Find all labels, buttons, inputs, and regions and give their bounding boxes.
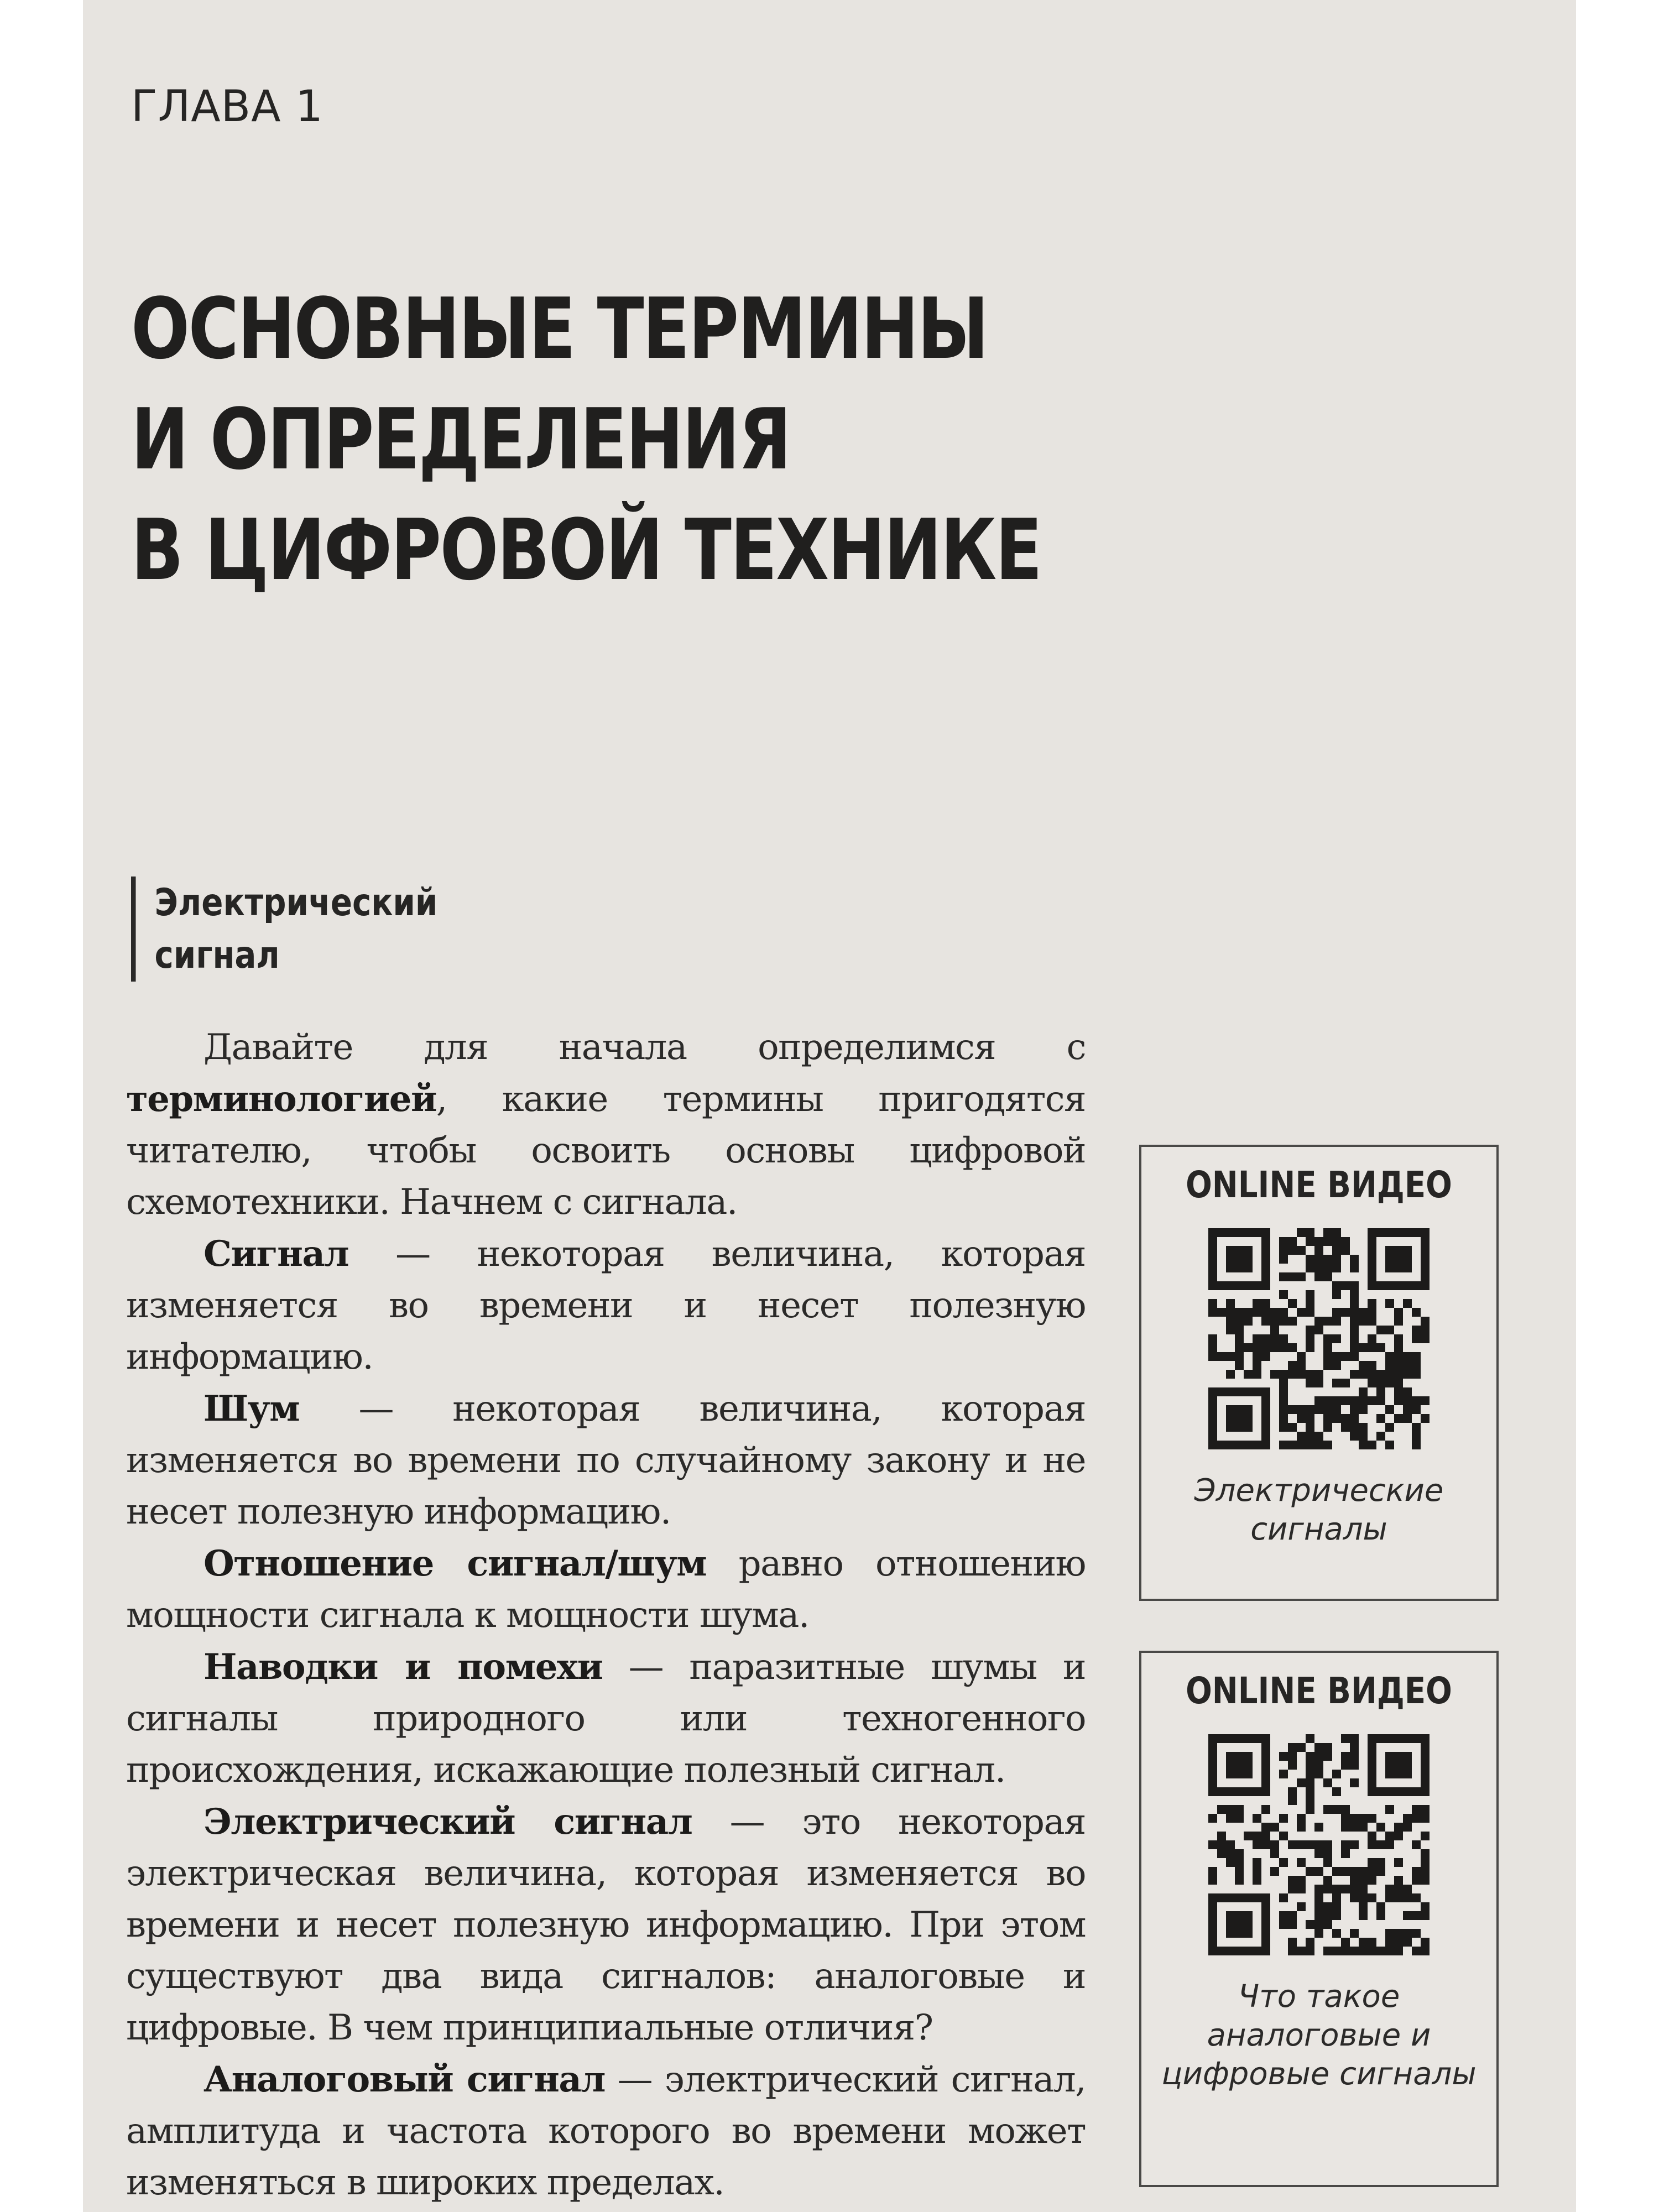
definition-interference: [126, 1641, 1086, 1796]
definition-text: — это некоторая электрическая величина, которая изменяется во времени и несет полезную информацию. При этом существуют два вида сигналов: аналоговые и цифровые. В чем принципиальные отличия?: [126, 1802, 1086, 2048]
definition-text: равно отношению мощности сигнала к мощности шума.: [126, 1543, 1086, 1636]
definition-term: Электрический сигнал: [204, 1801, 692, 1843]
definition-text: — электрический сигнал, амплитуда и частота которого во времени может изменяться в широких пределах.: [126, 2059, 1086, 2203]
title-line: В ЦИФРОВОЙ ТЕХНИКЕ: [131, 501, 1041, 599]
definition-signal: [126, 1228, 1086, 1383]
qr-code-icon[interactable]: [1208, 1734, 1430, 1955]
definition-term: Отношение сигнал/шум: [204, 1543, 707, 1584]
caption-line: аналоговые и: [1207, 2017, 1431, 2053]
definition-term: Сигнал: [204, 1233, 349, 1275]
online-video-box: [1139, 1651, 1499, 2187]
video-caption: [1141, 1978, 1496, 2094]
section-heading-line: Электрический: [154, 881, 438, 925]
online-video-label: ONLINE ВИДЕО: [1186, 1164, 1452, 1206]
section-heading: [131, 877, 437, 982]
definition-analog-signal: [126, 2054, 1086, 2209]
title-line: И ОПРЕДЕЛЕНИЯ: [131, 390, 790, 488]
caption-line: Что такое: [1238, 1979, 1400, 2015]
chapter-label: ГЛАВА 1: [131, 82, 324, 132]
definition-text: — некоторая величина, которая изменяется во времени и несет полезную информацию.: [126, 1234, 1086, 1378]
paragraph-intro: [126, 1022, 1086, 1228]
book-page: [83, 0, 1576, 2212]
paragraph-text: , какие термины пригодятся читателю, чтобы освоить основы цифровой схемотехники. Начнем с сигнала.: [126, 1079, 1086, 1223]
definition-text: — некоторая величина, которая изменяется во времени по случайному закону и не несет полезную информацию.: [126, 1389, 1086, 1532]
caption-line: цифровые сигналы: [1161, 2056, 1477, 2092]
caption-line: Электрические: [1194, 1473, 1444, 1509]
online-video-label: ONLINE ВИДЕО: [1186, 1670, 1452, 1712]
caption-line: сигналы: [1250, 1511, 1387, 1547]
video-caption: [1141, 1472, 1496, 1549]
paragraph-text: Давайте для начала определимся с: [204, 1027, 1086, 1068]
definition-text: — паразитные шумы и сигналы природного или техногенного происхождения, искажающие полезный сигнал.: [126, 1647, 1086, 1791]
title-line: ОСНОВНЫЕ ТЕРМИНЫ: [131, 280, 988, 378]
definition-term: Аналоговый сигнал: [204, 2059, 605, 2100]
section-heading-line: сигнал: [154, 933, 280, 977]
body-text: [126, 1022, 1086, 2209]
definition-term: Шум: [204, 1388, 300, 1430]
chapter-title: [131, 274, 1083, 606]
bold-term: терминологией: [126, 1078, 436, 1120]
qr-code-icon[interactable]: [1208, 1228, 1430, 1449]
definition-snr: [126, 1538, 1086, 1641]
definition-electrical-signal: [126, 1796, 1086, 2054]
online-video-box: [1139, 1145, 1499, 1601]
definition-noise: [126, 1383, 1086, 1538]
definition-term: Наводки и помехи: [204, 1646, 603, 1688]
